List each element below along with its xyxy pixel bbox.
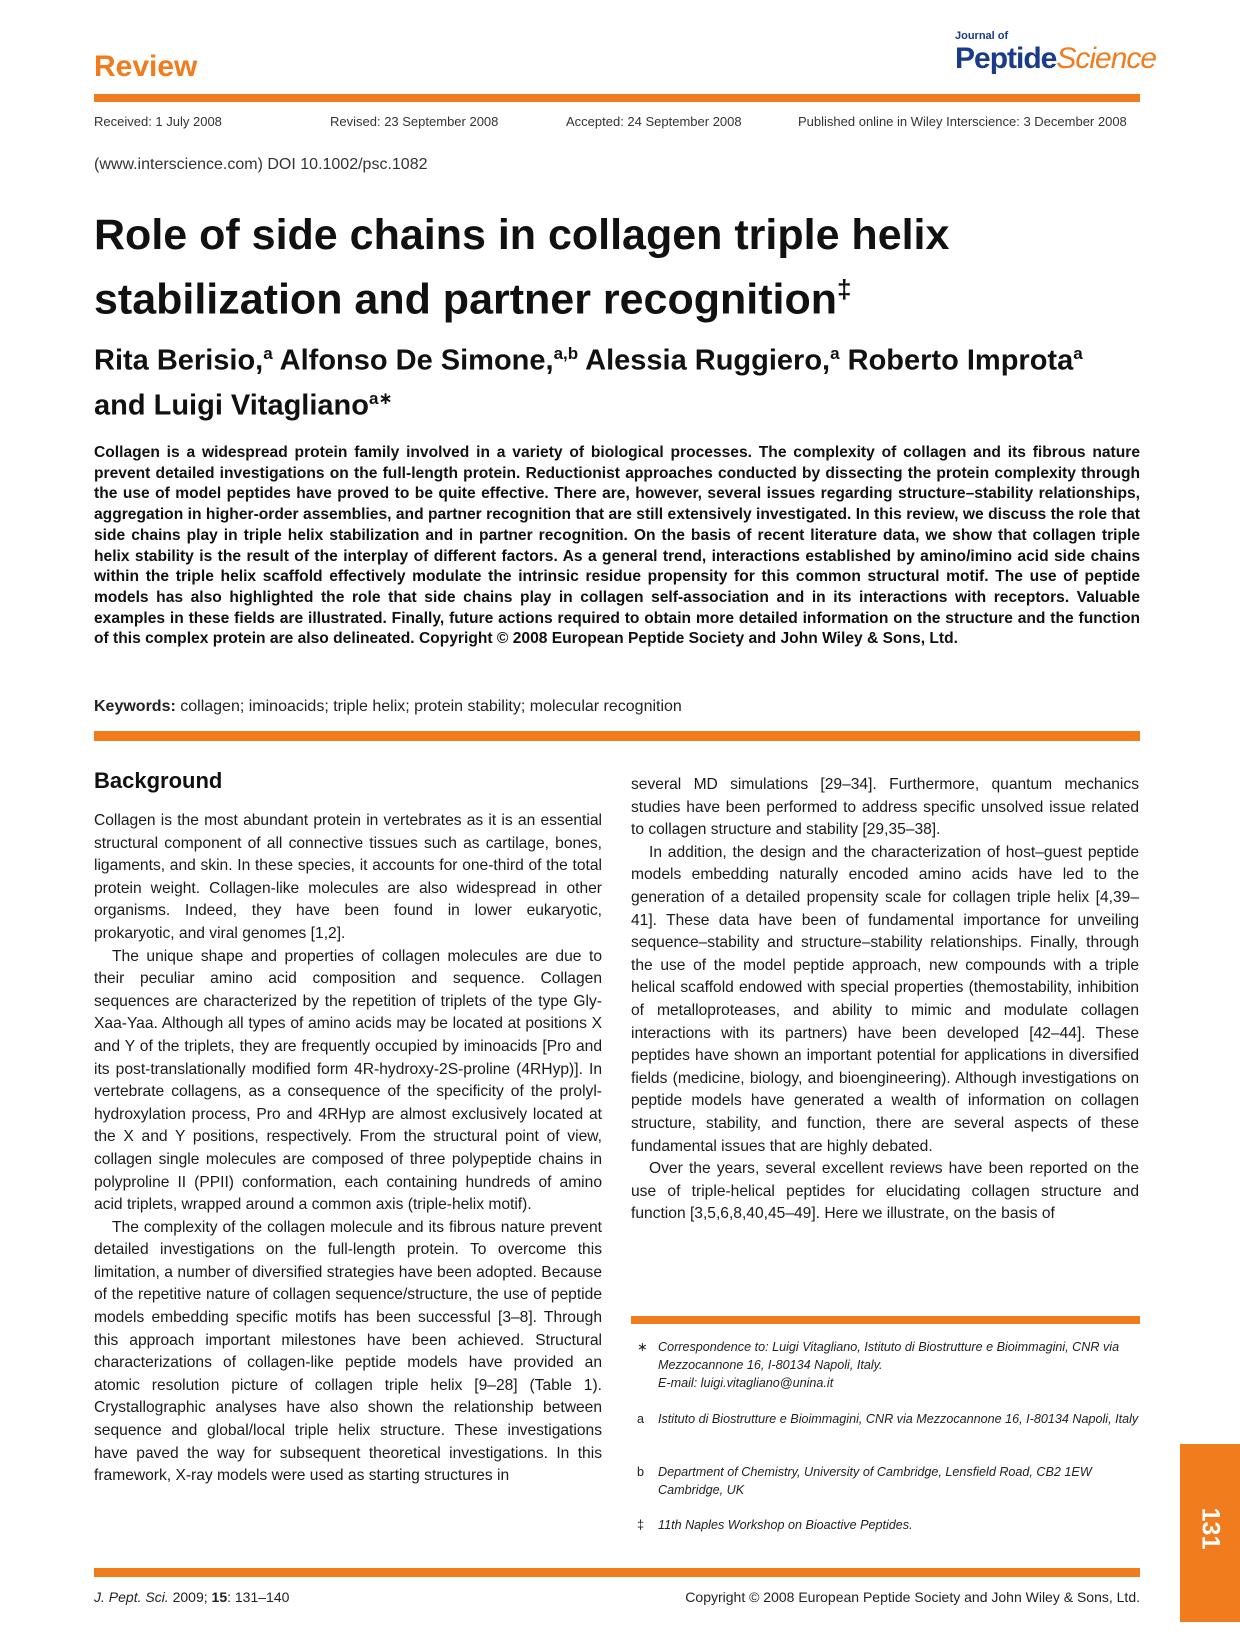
- page-tab: [1180, 1444, 1240, 1622]
- footnote-workshop: [631, 1516, 1140, 1534]
- author-affiliation: a,b: [553, 344, 579, 363]
- footnote-mark: a: [637, 1412, 645, 1426]
- header-rule: [94, 94, 1140, 102]
- footnote-text: Correspondence to: Luigi Vitagliano, Istituto di Biostrutture e Bioimmagini, CNR via Mezzocannone 16, I-80134 Napoli, Italy.: [658, 1340, 1120, 1372]
- body-column-left: [94, 810, 602, 1488]
- author-affiliation: a: [1073, 344, 1083, 363]
- author: Roberto Improta: [847, 344, 1074, 377]
- author: and Luigi Vitagliano: [94, 389, 369, 422]
- section-heading: Background: [94, 768, 223, 793]
- author: Alessia Ruggiero,: [585, 344, 831, 377]
- footer-copyright: Copyright © 2008 European Peptide Society and John Wiley & Sons, Ltd.: [685, 1589, 1140, 1605]
- footnote-text: 11th Naples Workshop on Bioactive Peptides.: [658, 1518, 913, 1532]
- footnote-rule: [631, 1316, 1140, 1324]
- body-paragraph: several MD simulations [29–34]. Furthermore, quantum mechanics studies have been performed to address specific unsolved issue related to collagen structure and stability [29,35–38].: [631, 776, 1139, 839]
- keywords-list: collagen; iminoacids; triple helix; protein stability; molecular recognition: [180, 698, 682, 715]
- footnote-mark: ‡: [637, 1518, 645, 1532]
- published-date: Published online in Wiley Interscience: 3 December 2008: [798, 114, 1127, 129]
- body-paragraph: In addition, the design and the characterization of host–guest peptide models embedding naturally encoded amino acids have led to the generation of a detailed propensity scale for collagen triple helix [4,39–41]. These data have been of fundamental importance for unveiling sequence–stability and structure–stability relationships. Finally, through the use of the model peptide approach, new compounds with a triple helical scaffold endowed with special properties (themostability, inhibition of metalloproteases, and ability to mimic and modulate collagen interactions with its partners) have been developed [42–44]. These peptides have shown an important potential for applications in diversified fields (medicine, biology, and bioengineering). Although investigations on peptide models have generated a wealth of information on collagen structure, stability, and function, there are several aspects of these fundamental issues that are highly debated.: [631, 843, 1139, 1155]
- journal-name-accent: Science: [1056, 42, 1157, 75]
- body-column-right: [631, 774, 1139, 1226]
- footnote-text: Department of Chemistry, University of Cambridge, Lensfield Road, CB2 1EW Cambridge, UK: [658, 1465, 1092, 1497]
- accepted-date: Accepted: 24 September 2008: [566, 114, 742, 129]
- article-title: [94, 208, 1140, 326]
- citation-volume: 15: [211, 1589, 228, 1605]
- footnote-affiliation-a: [631, 1410, 1140, 1428]
- doi: (www.interscience.com) DOI 10.1002/psc.1082: [94, 156, 428, 173]
- author-affiliation: a: [263, 344, 273, 363]
- revised-date: Revised: 23 September 2008: [330, 114, 499, 129]
- author-affiliation: a∗: [368, 388, 393, 408]
- footnote-mark: b: [637, 1465, 645, 1479]
- footnote-correspondence: [631, 1338, 1140, 1392]
- citation-pages: : 131–140: [227, 1589, 290, 1605]
- body-paragraph: Over the years, several excellent reviews have been reported on the use of triple-helical peptides for elucidating collagen structure and function [3,5,6,8,40,45–49]. Here we illustrate, on the basis of: [631, 1160, 1139, 1223]
- keywords-label: Keywords:: [94, 698, 176, 715]
- page-number: 131: [1196, 1507, 1225, 1550]
- author: Rita Berisio,: [94, 344, 264, 377]
- body-paragraph: The unique shape and properties of collagen molecules are due to their peculiar amino acid composition and sequence. Collagen sequences are characterized by the repetition of triplets of the type Gly-Xaa-Yaa. Although all types of amino acids may be located at positions X and Y of the triplets, they are frequently occupied by iminoacids [Pro and its post-translationally modified form 4R-hydroxy-2S-proline (4RHyp)]. In vertebrate collagens, as a consequence of the specificity of the prolyl-hydroxylation process, Pro and 4RHyp are almost exclusively located at the X and Y positions, respectively. From the structural point of view, collagen single molecules are composed of three polypeptide chains in polyproline II (PPII) conformation, each containing hundreds of amino acid triplets, wrapped around a common axis (triple-helix motif).: [94, 947, 602, 1214]
- section-label: Review: [94, 50, 198, 83]
- received-date: Received: 1 July 2008: [94, 114, 222, 129]
- footer-rule: [94, 1568, 1140, 1577]
- abstract: Collagen is a widespread protein family involved in a variety of biological processes. The complexity of collagen and its fibrous nature prevent detailed investigations on the full-length protein. Reductionist approaches conducted by dissecting the protein complexity through the use of model peptides have proved to be quite effective. There are, however, several issues regarding structure–stability relationships, aggregation in higher-order assemblies, and partner recognition that are still extensively investigated. In this review, we discuss the role that side chains play in triple helix stabilization and in partner recognition. On the basis of recent literature data, we show that collagen triple helix stability is the result of the interplay of different factors. As a general trend, interactions established by amino/imino acid side chains within the triple helix scaffold effectively modulate the intrinsic residue propensity for this common structural motif. The use of peptide models has also highlighted the role that side chains play in collagen self-association and in its interactions with receptors. Valuable examples in these fields are illustrated. Finally, future actions required to obtain more detailed information on the structure and the function of this complex protein are also delineated. Copyright © 2008 European Peptide Society and John Wiley & Sons, Ltd.: [94, 444, 1140, 648]
- journal-logo: [955, 30, 1157, 85]
- keywords: [94, 698, 682, 716]
- author-list: [94, 335, 1140, 424]
- footnote-mark: ∗: [637, 1340, 648, 1354]
- footnote-email: E-mail: luigi.vitagliano@unina.it: [658, 1376, 834, 1390]
- body-paragraph: Collagen is the most abundant protein in vertebrates as it is an essential structural component of all connective tissues such as cartilage, bones, ligaments, and skin. In these species, it accounts for one-third of the total protein weight. Collagen-like molecules are also widespread in other organisms. Indeed, they have been found in lower eukaryotic, prokaryotic, and viral genomes [1,2].: [94, 812, 602, 942]
- footnote-text: Istituto di Biostrutture e Bioimmagini, CNR via Mezzocannone 16, I-80134 Napoli, Italy: [658, 1412, 1139, 1426]
- abstract-rule: [94, 731, 1140, 741]
- citation-year: 2009;: [172, 1589, 208, 1605]
- footnote-affiliation-b: [631, 1463, 1140, 1499]
- footer-citation: [94, 1589, 289, 1605]
- journal-logo-prefix: Journal of: [955, 30, 1009, 42]
- journal-name-main: Peptide: [955, 42, 1057, 75]
- body-paragraph: The complexity of the collagen molecule and its fibrous nature prevent detailed investigations on the full-length protein. To overcome this limitation, a number of diversified strategies have been adopted. Because of the repetitive nature of collagen sequence/structure, the use of peptide models embedding specific motifs has been successful [3–8]. Through this approach important milestones have been achieved. Structural characterizations of collagen-like peptide models have provided an atomic resolution picture of collagen triple helix [9–28] (Table 1). Crystallographic analyses have also shown the relationship between sequence and global/local triple helix structure. These investigations have paved the way for subsequent theoretical investigations. In this framework, X-ray models were used as starting structures in: [94, 1218, 602, 1485]
- author: Alfonso De Simone,: [279, 344, 554, 377]
- article-title-text: Role of side chains in collagen triple helix stabilization and partner recognition: [94, 211, 950, 324]
- journal-logo-name: [955, 42, 1156, 76]
- citation-journal: J. Pept. Sci.: [94, 1589, 169, 1605]
- author-affiliation: a: [830, 344, 840, 363]
- title-footnote-mark: ‡: [837, 274, 852, 304]
